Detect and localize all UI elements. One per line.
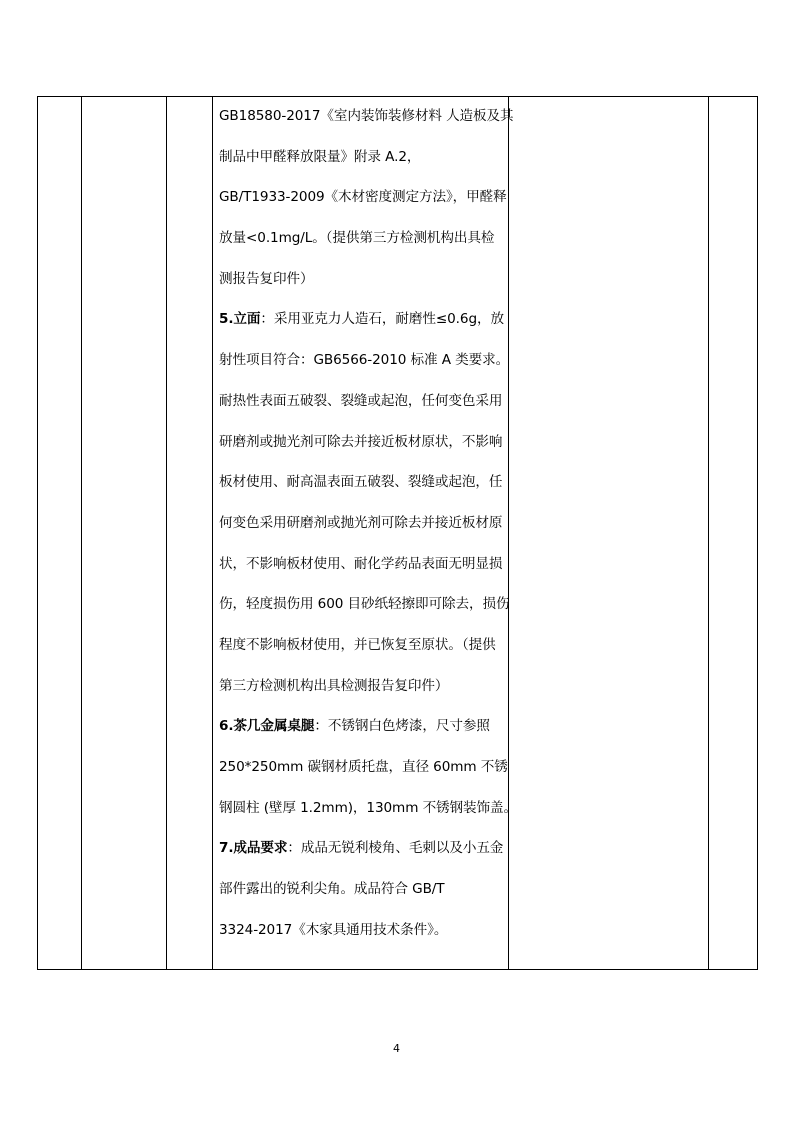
spec-line xyxy=(219,228,502,248)
spec-text-block xyxy=(219,106,518,940)
spec-line xyxy=(219,309,502,329)
spec-line xyxy=(219,838,502,858)
spec-line-text: 部件露出的锐利尖角。成品符合 GB/T xyxy=(219,881,445,898)
table-cell-name xyxy=(82,97,167,970)
spec-line xyxy=(219,920,502,940)
spec-line xyxy=(219,798,518,818)
spec-line xyxy=(219,147,502,167)
spec-line-text: 伤，轻度损伤用 600 目砂纸轻擦即可除去，损伤 xyxy=(219,596,510,613)
spec-line xyxy=(219,757,508,777)
spec-line-heading: 7.成品要求 xyxy=(219,840,288,857)
table-cell-remark xyxy=(709,97,758,970)
spec-line-text: 放量<0.1mg/L。（提供第三方检测机构出具检 xyxy=(219,230,495,247)
spec-line xyxy=(219,676,502,696)
spec-line-text: 何变色采用研磨剂或抛光剂可除去并接近板材原 xyxy=(219,514,503,531)
spec-line xyxy=(219,513,502,533)
spec-line-text: 状，不影响板材使用、耐化学药品表面无明显损 xyxy=(219,555,503,572)
table-cell-response xyxy=(509,97,709,970)
spec-line-text: GB18580-2017《室内装饰装修材料 人造板及其 xyxy=(219,108,514,124)
spec-line-text: 钢圆柱 (壁厚 1.2mm)，130mm 不锈钢装饰盖。 xyxy=(219,799,518,816)
spec-line xyxy=(219,554,502,574)
table-row xyxy=(38,97,758,970)
spec-line xyxy=(219,106,514,126)
table-cell-spec xyxy=(213,97,518,970)
spec-line xyxy=(219,472,502,492)
table-cell-unit xyxy=(167,97,213,970)
spec-line-text: 板材使用、耐高温表面五破裂、裂缝或起泡，任 xyxy=(219,474,503,491)
spec-line-heading: 5.立面 xyxy=(219,311,261,328)
spec-line-text: 程度不影响板材使用，并已恢复至原状。（提供 xyxy=(219,636,496,653)
spec-line-text: GB/T1933-2009《木材密度测定方法》，甲醛释 xyxy=(219,189,507,206)
spec-line xyxy=(219,432,502,452)
spec-line-text: 耐热性表面五破裂、裂缝或起泡，任何变色采用 xyxy=(219,392,503,409)
spec-line xyxy=(219,594,510,614)
spec-line xyxy=(219,269,502,289)
spec-line-text: ：成品无锐利棱角、毛刺以及小五金 xyxy=(287,840,504,857)
spec-line xyxy=(219,716,502,736)
spec-line-heading: 6.茶几金属桌腿 xyxy=(219,718,315,735)
spec-line-text: ：不锈钢白色烤漆，尺寸参照 xyxy=(314,718,490,735)
page-number: 4 xyxy=(393,1042,400,1055)
spec-line xyxy=(219,635,502,655)
spec-table xyxy=(37,96,758,970)
spec-line xyxy=(219,879,502,899)
spec-line-text: 测报告复印件） xyxy=(219,270,314,287)
spec-line-text: ：采用亚克力人造石，耐磨性≤0.6g，放 xyxy=(260,311,504,328)
spec-line-text: 3324-2017《木家具通用技术条件》。 xyxy=(219,921,448,938)
spec-line-text: 研磨剂或抛光剂可除去并接近板材原状，不影响 xyxy=(219,433,503,450)
spec-line-text: 射性项目符合：GB6566-2010 标准 A 类要求。 xyxy=(219,352,510,369)
table-cell-index xyxy=(38,97,82,970)
spec-line xyxy=(219,391,502,411)
spec-line xyxy=(219,350,510,370)
spec-line xyxy=(219,187,507,207)
spec-line-text: 制品中甲醛释放限量》附录 A.2， xyxy=(219,148,421,165)
spec-line-text: 第三方检测机构出具检测报告复印件） xyxy=(219,677,449,694)
spec-line-text: 250*250mm 碳钢材质托盘，直径 60mm 不锈 xyxy=(219,759,508,775)
